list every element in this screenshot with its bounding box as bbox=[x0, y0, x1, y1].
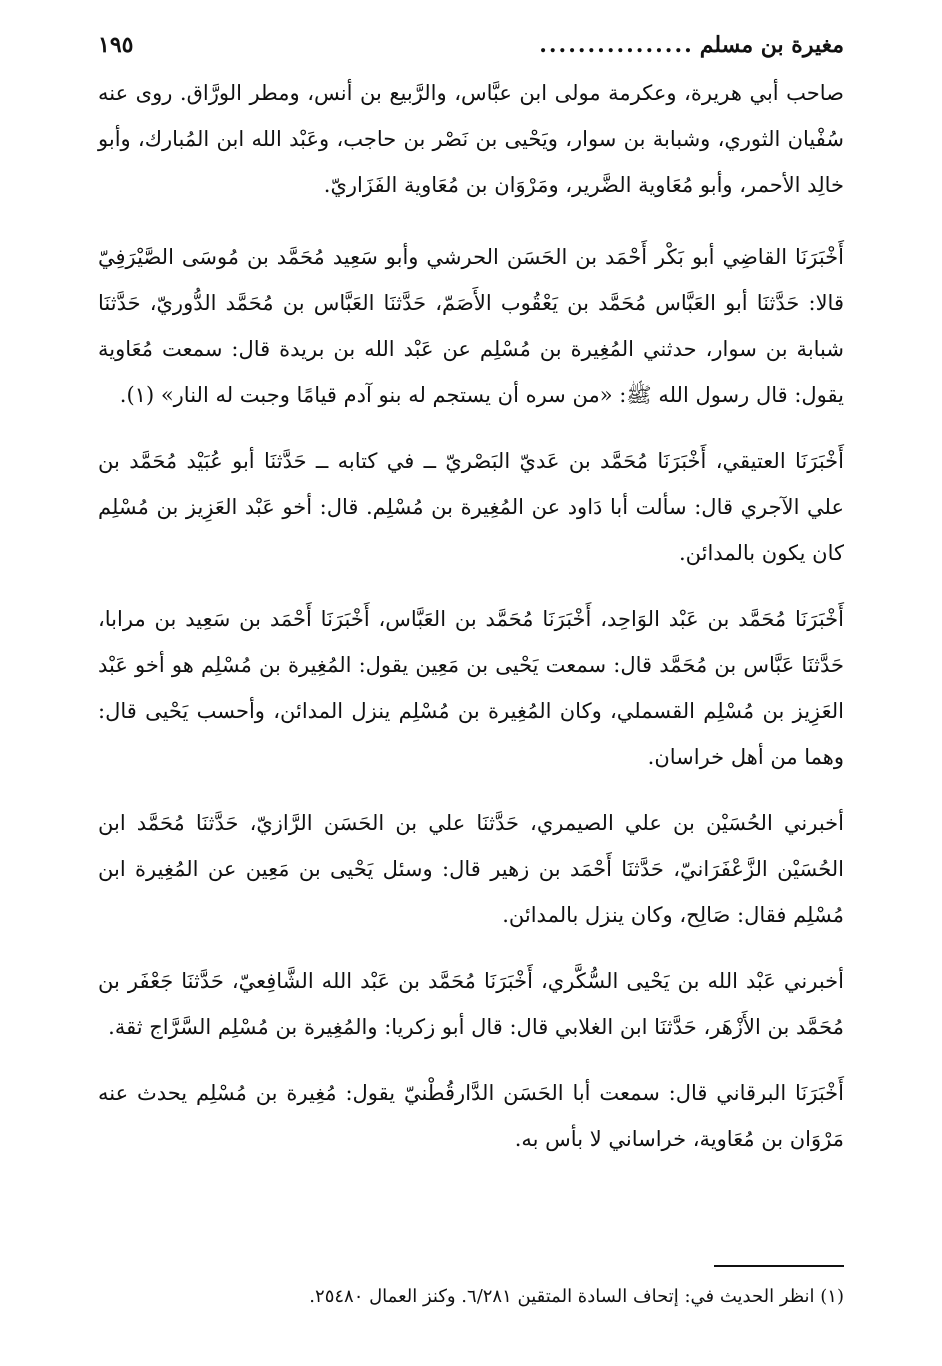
page-number: ١٩٥ bbox=[98, 32, 134, 58]
paragraph: أخبرني عَبْد الله بن يَحْيى السُّكَّري، أَخْبَرَنَا مُحَمَّد بن عَبْد الله الشَّافِعيّ، حَدَّثنَا جَعْفَر بن مُحَمَّد بن الأَزْهَر، حَدَّثنَا ابن الغلابي قال: قال أبو زكريا: والمُغِيرة بن مُسْلِم السَّرَّاج ثقة. bbox=[98, 969, 844, 1039]
running-title: مغيرة بن مسلم bbox=[699, 32, 844, 58]
paragraph: أَخْبَرَنَا البرقاني قال: سمعت أبا الحَسَن الدَّارقُطْنيّ يقول: مُغِيرة بن مُسْلِم يحدث عنه مَرْوَان بن مُعَاوية، خراساني لا بأس به. bbox=[98, 1081, 844, 1151]
paragraph: أَخْبَرَنَا القاضِي أبو بَكْر أَحْمَد بن الحَسَن الحرشي وأبو سَعِيد مُحَمَّد بن مُوسَى الصَّيْرَفِيّ قالا: حَدَّثنَا أبو العَبَّاس مُحَمَّد بن يَعْقُوب الأَصَمّ، حَدَّثنَا العَبَّاس بن مُحَمَّد الدُّوريّ، حَدَّثنَا شبابة بن سوار، حدثني المُغِيرة بن مُسْلِم عن عَبْد الله بن بريدة قال: سمعت مُعَاوية يقول: قال رسول الله ﷺ: «من سره أن يستجم له بنو آدم قيامًا وجبت له النار» (١). bbox=[98, 245, 844, 407]
paragraph: أَخْبَرَنَا مُحَمَّد بن عَبْد الوَاحِد، أَخْبَرَنَا مُحَمَّد بن العَبَّاس، أَخْبَرَنَا أَحْمَد بن سَعِيد بن مرابا، حَدَّثنَا عَبَّاس بن مُحَمَّد قال: سمعت يَحْيى بن مَعِين يقول: المُغِيرة بن مُسْلِم هو أخو عَبْد العَزِيز بن مُسْلِم القسملي، وكان المُغِيرة بن مُسْلِم ينزل المدائن، وأحسب يَحْيى قال: وهما من أهل خراسان. bbox=[98, 607, 844, 769]
footnote-divider bbox=[714, 1265, 844, 1267]
header-leader-dots: ................ bbox=[539, 32, 694, 58]
footnote: (١) انظر الحديث في: إتحاف السادة المتقين ٦/٢٨١. وكنز العمال ٢٥٤٨٠. bbox=[309, 1286, 844, 1307]
paragraph: صاحب أبي هريرة، وعكرمة مولى ابن عبَّاس، والرَّبيع بن أنس، ومطر الورَّاق. روى عنه سُفْيان الثوري، وشبابة بن سوار، ويَحْيى بن نَصْر بن حاجب، وعَبْد الله ابن المُبارك، وأبو خالِد الأحمر، وأبو مُعَاوية الضَّرير، ومَرْوَان بن مُعَاوية الفَزَاريّ. bbox=[98, 81, 844, 197]
page-body bbox=[98, 28, 844, 1182]
page-header bbox=[98, 28, 844, 70]
paragraph: أَخْبَرَنَا العتيقي، أَخْبَرَنَا مُحَمَّد بن عَديّ البَصْريّ ــ في كتابه ــ حَدَّثنَا أبو عُبَيْد مُحَمَّد بن علي الآجري قال: سألت أبا دَاود عن المُغِيرة بن مُسْلِم. قال: أخو عَبْد العَزِيز بن مُسْلِم كان يكون بالمدائن. bbox=[98, 449, 844, 565]
paragraph: أخبرني الحُسَيْن بن علي الصيمري، حَدَّثنَا علي بن الحَسَن الرَّازيّ، حَدَّثنَا مُحَمَّد ابن الحُسَيْن الزَّعْفَرَانيّ، حَدَّثنَا أَحْمَد بن زهير قال: وسئل يَحْيى بن مَعِين عن المُغِيرة ابن مُسْلِم فقال: صَالِح، وكان ينزل بالمدائن. bbox=[98, 811, 844, 927]
